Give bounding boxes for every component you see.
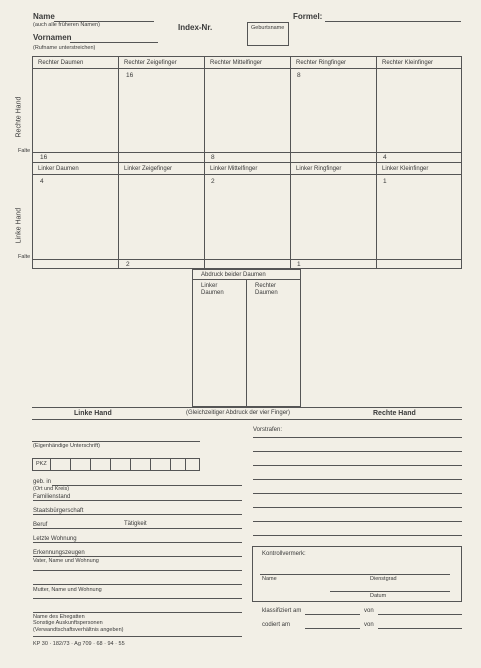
right-thumb-bottom-number: 16 <box>40 154 48 161</box>
klassifiziert-von-line[interactable] <box>378 614 462 615</box>
taetigkeit-label: Tätigkeit <box>124 521 147 527</box>
codiert-von-label: von <box>364 622 374 628</box>
form-code: KP 30 · 182/73 · Ag 709 · 68 · 94 · 55 <box>33 641 125 647</box>
mutter-line[interactable] <box>33 598 242 599</box>
erkennungszeugen-label: Erkennungszeugen <box>33 550 85 556</box>
ort-kreis-label: (Ort und Kreis) <box>33 486 70 492</box>
signature-label: (Eigenhändige Unterschrift) <box>33 443 100 449</box>
ehegatte-label: Name des Ehegatten <box>33 614 85 620</box>
vorstrafen-line-7[interactable] <box>253 521 462 522</box>
col-left-thumb: Linker Daumen <box>38 166 79 172</box>
left-thumb-top-number: 4 <box>40 178 44 185</box>
mutter-label: Mutter, Name und Wohnung <box>33 587 102 593</box>
codiert-von-line[interactable] <box>378 628 462 629</box>
geburtsname-box[interactable] <box>247 22 289 46</box>
pkz-box[interactable] <box>32 458 200 471</box>
familienstand-label: Familienstand <box>33 494 71 500</box>
left-middle-top-number: 2 <box>211 178 215 185</box>
vorstrafen-line-1[interactable] <box>253 437 462 438</box>
left-ring-bottom-number: 1 <box>297 261 301 268</box>
index-label: Index-Nr. <box>178 23 213 32</box>
kontroll-name-line[interactable] <box>260 574 450 575</box>
vorstrafen-line-2[interactable] <box>253 451 462 452</box>
kontrollvermerk-title: Kontrollvermerk: <box>262 551 306 557</box>
beruf-label: Beruf <box>33 522 48 528</box>
print-cell-left-middle[interactable] <box>205 175 290 259</box>
col-right-little: Rechter Kleinfinger <box>382 60 434 66</box>
vorstrafen-line-8[interactable] <box>253 535 462 536</box>
vorstrafen-line-6[interactable] <box>253 507 462 508</box>
vornamen-sub: (Rufname unterstreichen) <box>33 45 96 51</box>
kontroll-name-label: Name <box>262 576 277 582</box>
name-label: Name <box>33 12 55 21</box>
right-index-top-number: 16 <box>126 72 134 79</box>
kontroll-datum-label: Datum <box>370 593 387 599</box>
print-cell-left-thumb[interactable] <box>33 175 118 259</box>
formel-label: Formel: <box>293 12 323 21</box>
col-right-index: Rechter Zeigefinger <box>124 60 177 66</box>
signature-line[interactable] <box>32 441 200 442</box>
vornamen-label: Vornamen <box>33 33 72 42</box>
sonstige-label: Sonstige Auskunftspersonen <box>33 620 103 626</box>
col-left-little: Linker Kleinfinger <box>382 166 429 172</box>
simul-right-label: Rechte Hand <box>373 410 416 417</box>
left-falte-label: Falte <box>18 254 31 260</box>
print-cell-left-index[interactable] <box>119 175 204 259</box>
klassifiziert-line[interactable] <box>305 614 360 615</box>
codiert-line[interactable] <box>305 628 360 629</box>
col-right-ring: Rechter Ringfinger <box>296 60 347 66</box>
vorstrafen-label: Vorstrafen: <box>253 427 283 433</box>
print-cell-right-thumb[interactable] <box>33 69 118 152</box>
beruf-line[interactable] <box>33 528 242 529</box>
print-cell-right-index[interactable] <box>119 69 204 152</box>
col-right-middle: Rechter Mittelfinger <box>210 60 263 66</box>
kontroll-datum-line[interactable] <box>330 591 450 592</box>
print-cell-right-little[interactable] <box>377 69 461 152</box>
right-middle-bottom-number: 8 <box>211 154 215 161</box>
vornamen-line[interactable] <box>70 42 158 43</box>
geb-in-label: geb. in <box>33 479 52 485</box>
print-area-right-four[interactable] <box>302 270 461 407</box>
letzte-wohnung-line[interactable] <box>33 542 242 543</box>
pkz-label: PKZ <box>36 461 47 467</box>
print-cell-left-ring[interactable] <box>291 175 376 259</box>
col-right-thumb: Rechter Daumen <box>38 60 84 66</box>
print-cell-left-little[interactable] <box>377 175 461 259</box>
thumbs-right-label: Rechter Daumen <box>255 283 278 297</box>
col-left-ring: Linker Ringfinger <box>296 166 342 172</box>
sonstige-line[interactable] <box>33 636 242 637</box>
codiert-label: codiert am <box>262 622 291 628</box>
right-hand-side-label: Rechte Hand <box>15 96 23 138</box>
sonstige-sub-label: (Verwandtschaftsverhältnis angeben) <box>33 627 124 633</box>
left-little-top-number: 1 <box>383 178 387 185</box>
thumbs-left-label: Linker Daumen <box>201 283 224 297</box>
left-index-bottom-number: 2 <box>126 261 130 268</box>
geburtsname-label: Geburtsname <box>251 25 285 31</box>
right-falte-label: Falte <box>18 148 31 154</box>
vorstrafen-line-5[interactable] <box>253 493 462 494</box>
mutter-line-2[interactable] <box>33 612 242 613</box>
klassifiziert-label: klassifiziert am <box>262 608 302 614</box>
print-cell-right-middle[interactable] <box>205 69 290 152</box>
print-cell-right-ring[interactable] <box>291 69 376 152</box>
geb-in-line[interactable] <box>52 485 242 486</box>
col-left-middle: Linker Mittelfinger <box>210 166 258 172</box>
formel-line[interactable] <box>325 21 461 22</box>
vorstrafen-line-4[interactable] <box>253 479 462 480</box>
name-sub: (auch alle früheren Namen) <box>33 22 100 28</box>
vater-line[interactable] <box>33 570 242 571</box>
vater-line-2[interactable] <box>33 584 242 585</box>
simul-middle-label: (Gleichzeitiger Abdruck der vier Finger) <box>186 410 291 416</box>
print-area-left-four[interactable] <box>32 270 191 407</box>
letzte-wohnung-label: Letzte Wohnung <box>33 536 77 542</box>
erkennungszeugen-line[interactable] <box>33 556 242 557</box>
right-ring-top-number: 8 <box>297 72 301 79</box>
kontroll-dienstgrad-label: Dienstgrad <box>370 576 397 582</box>
vorstrafen-line-3[interactable] <box>253 465 462 466</box>
col-left-index: Linker Zeigefinger <box>124 166 173 172</box>
klassifiziert-von-label: von <box>364 608 374 614</box>
print-cell-thumb-left[interactable] <box>193 300 246 406</box>
simul-left-label: Linke Hand <box>74 410 112 417</box>
staatsangehoerigkeit-line[interactable] <box>33 514 242 515</box>
print-cell-thumb-right[interactable] <box>247 300 300 406</box>
thumbs-title: Abdruck beider Daumen <box>201 272 266 278</box>
vater-label: Vater, Name und Wohnung <box>33 558 99 564</box>
familienstand-line[interactable] <box>33 500 242 501</box>
staatsangehoerigkeit-label: Staatsbürgerschaft <box>33 508 84 514</box>
left-hand-side-label: Linke Hand <box>15 207 23 244</box>
right-little-bottom-number: 4 <box>383 154 387 161</box>
